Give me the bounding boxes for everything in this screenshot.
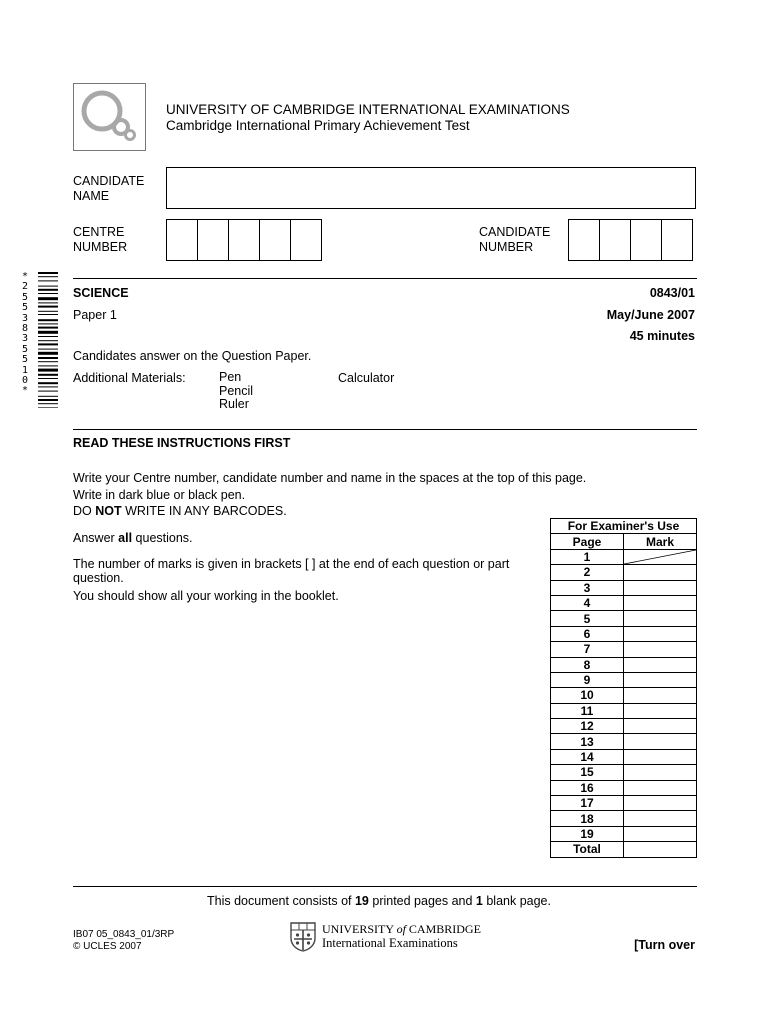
- examiner-table-row: [551, 842, 697, 857]
- digit-box[interactable]: [290, 219, 322, 261]
- duration: 45 minutes: [629, 329, 695, 343]
- page-cell: 6: [551, 626, 624, 641]
- page-cell: 1: [551, 549, 624, 564]
- page-cell: 16: [551, 780, 624, 795]
- university-wordmark: UNIVERSITY of CAMBRIDGE: [322, 922, 481, 936]
- materials-list: [219, 371, 253, 412]
- material-item: Calculator: [338, 371, 395, 385]
- examiner-table-row: [551, 565, 697, 580]
- diagonal-line-icon: [624, 550, 696, 564]
- barcode-digit: 5: [21, 343, 29, 355]
- page-cell: 14: [551, 749, 624, 764]
- university-subtitle: International Examinations: [322, 936, 458, 950]
- mark-cell[interactable]: [624, 565, 697, 580]
- copyright: © UCLES 2007: [73, 941, 142, 952]
- barcode-digit: 5: [21, 302, 29, 314]
- barcode-digit: 3: [21, 312, 29, 324]
- digit-box[interactable]: [630, 219, 662, 261]
- examiner-table-row: [551, 826, 697, 841]
- examiner-table-row: [551, 765, 697, 780]
- divider: [73, 278, 697, 279]
- candidate-number-label: CANDIDATE NUMBER: [479, 225, 551, 254]
- digit-box[interactable]: [259, 219, 291, 261]
- examiner-table-title: For Examiner's Use: [551, 519, 697, 534]
- examiner-table-row: [551, 688, 697, 703]
- divider: [73, 429, 697, 430]
- examiner-table-row: [551, 642, 697, 657]
- examiner-table: [550, 518, 697, 858]
- turn-over: [Turn over: [634, 938, 695, 952]
- examiner-table-row: [551, 796, 697, 811]
- digit-box[interactable]: [568, 219, 600, 261]
- digit-box[interactable]: [661, 219, 693, 261]
- barcode-digit: *: [21, 385, 29, 397]
- page-cell: 12: [551, 719, 624, 734]
- mark-cell[interactable]: [624, 580, 697, 595]
- page-cell: 15: [551, 765, 624, 780]
- examiner-table-row: [551, 580, 697, 595]
- col-mark: Mark: [624, 534, 697, 549]
- page-count-note: This document consists of 19 printed pages and 1 blank page.: [207, 894, 551, 908]
- material-item: Pen: [219, 370, 242, 384]
- mark-cell[interactable]: [624, 796, 697, 811]
- page-cell: 4: [551, 595, 624, 610]
- digit-box[interactable]: [197, 219, 229, 261]
- barcode-icon: [38, 272, 58, 408]
- barcode-digit: 2: [21, 281, 29, 293]
- mark-cell[interactable]: [624, 642, 697, 657]
- materials-label: Additional Materials:: [73, 371, 186, 385]
- page-cell: Total: [551, 842, 624, 857]
- examiner-table-row: [551, 780, 697, 795]
- ciptest-logo: [73, 83, 146, 151]
- document-ref: IB07 05_0843_01/3RP: [73, 929, 175, 940]
- examiner-table-row: [551, 703, 697, 718]
- session: May/June 2007: [606, 308, 695, 322]
- mark-cell[interactable]: [624, 703, 697, 718]
- answer-note: Candidates answer on the Question Paper.: [73, 349, 312, 363]
- mark-cell[interactable]: [624, 811, 697, 826]
- barcode-digit: 0: [21, 375, 29, 387]
- instruction-line: Answer all questions.: [73, 531, 193, 545]
- mark-cell[interactable]: [624, 826, 697, 841]
- instruction-line: The number of marks is given in brackets [ ] at the end of each question or part question.: [73, 557, 510, 585]
- mark-cell[interactable]: [624, 719, 697, 734]
- page-cell: 13: [551, 734, 624, 749]
- examiner-table-row: [551, 719, 697, 734]
- paper-number: Paper 1: [73, 308, 117, 322]
- barcode-digit: 3: [21, 333, 29, 345]
- examiner-table-row: [551, 626, 697, 641]
- candidate-name-field[interactable]: [166, 167, 696, 209]
- candidate-number-field[interactable]: [568, 219, 693, 261]
- examiner-table-row: [551, 749, 697, 764]
- university-crest-icon: [290, 922, 316, 952]
- page-cell: 8: [551, 657, 624, 672]
- barcode-digit: 8: [21, 323, 29, 335]
- mark-cell[interactable]: [624, 549, 697, 564]
- examiner-table-row: [551, 611, 697, 626]
- page-cell: 18: [551, 811, 624, 826]
- page-cell: 2: [551, 565, 624, 580]
- mark-cell[interactable]: [624, 765, 697, 780]
- mark-cell[interactable]: [624, 595, 697, 610]
- instruction-line: Write your Centre number, candidate number and name in the spaces at the top of this page.: [73, 471, 587, 485]
- exam-board-subtitle: Cambridge International Primary Achievement Test: [166, 118, 470, 133]
- candidate-name-label: CANDIDATE NAME: [73, 174, 145, 203]
- mark-cell[interactable]: [624, 657, 697, 672]
- centre-number-field[interactable]: [166, 219, 322, 261]
- page-cell: 3: [551, 580, 624, 595]
- digit-box[interactable]: [599, 219, 631, 261]
- material-item: Pencil: [219, 383, 254, 398]
- mark-cell[interactable]: [624, 734, 697, 749]
- mark-cell[interactable]: [624, 780, 697, 795]
- examiner-table-row: [551, 595, 697, 610]
- exam-board-title: UNIVERSITY OF CAMBRIDGE INTERNATIONAL EXAMINATIONS: [166, 102, 570, 117]
- page-cell: 11: [551, 703, 624, 718]
- centre-number-label: CENTRE NUMBER: [73, 225, 128, 254]
- circles-logo-icon: [74, 84, 145, 150]
- mark-cell[interactable]: [624, 749, 697, 764]
- page-cell: 7: [551, 642, 624, 657]
- page-cell: 17: [551, 796, 624, 811]
- examiner-table-row: [551, 549, 697, 564]
- col-page: Page: [551, 534, 624, 549]
- digit-box[interactable]: [166, 219, 198, 261]
- mark-cell[interactable]: [624, 672, 697, 687]
- digit-box[interactable]: [228, 219, 260, 261]
- instruction-line: Write in dark blue or black pen.: [73, 488, 246, 502]
- instruction-line: You should show all your working in the booklet.: [73, 589, 339, 603]
- examiner-table-row: [551, 811, 697, 826]
- divider: [73, 886, 697, 887]
- instructions-heading: READ THESE INSTRUCTIONS FIRST: [73, 436, 291, 450]
- mark-cell[interactable]: [624, 611, 697, 626]
- page-cell: 9: [551, 672, 624, 687]
- page-cell: 10: [551, 688, 624, 703]
- barcode-digit: 5: [21, 354, 29, 366]
- paper-code: 0843/01: [649, 286, 695, 300]
- mark-cell[interactable]: [624, 626, 697, 641]
- mark-cell[interactable]: [624, 842, 697, 857]
- barcode-digit: *: [21, 271, 29, 282]
- material-item: Ruler: [219, 397, 249, 411]
- page-cell: 5: [551, 611, 624, 626]
- barcode-digit: 5: [21, 291, 29, 303]
- barcode-digit: 1: [21, 364, 29, 376]
- barcode-number: [18, 272, 32, 397]
- examiner-table-row: [551, 672, 697, 687]
- page-cell: 19: [551, 826, 624, 841]
- subject: SCIENCE: [73, 286, 129, 300]
- examiner-table-row: [551, 734, 697, 749]
- mark-cell[interactable]: [624, 688, 697, 703]
- examiner-table-row: [551, 657, 697, 672]
- instruction-line: DO NOT WRITE IN ANY BARCODES.: [73, 504, 287, 518]
